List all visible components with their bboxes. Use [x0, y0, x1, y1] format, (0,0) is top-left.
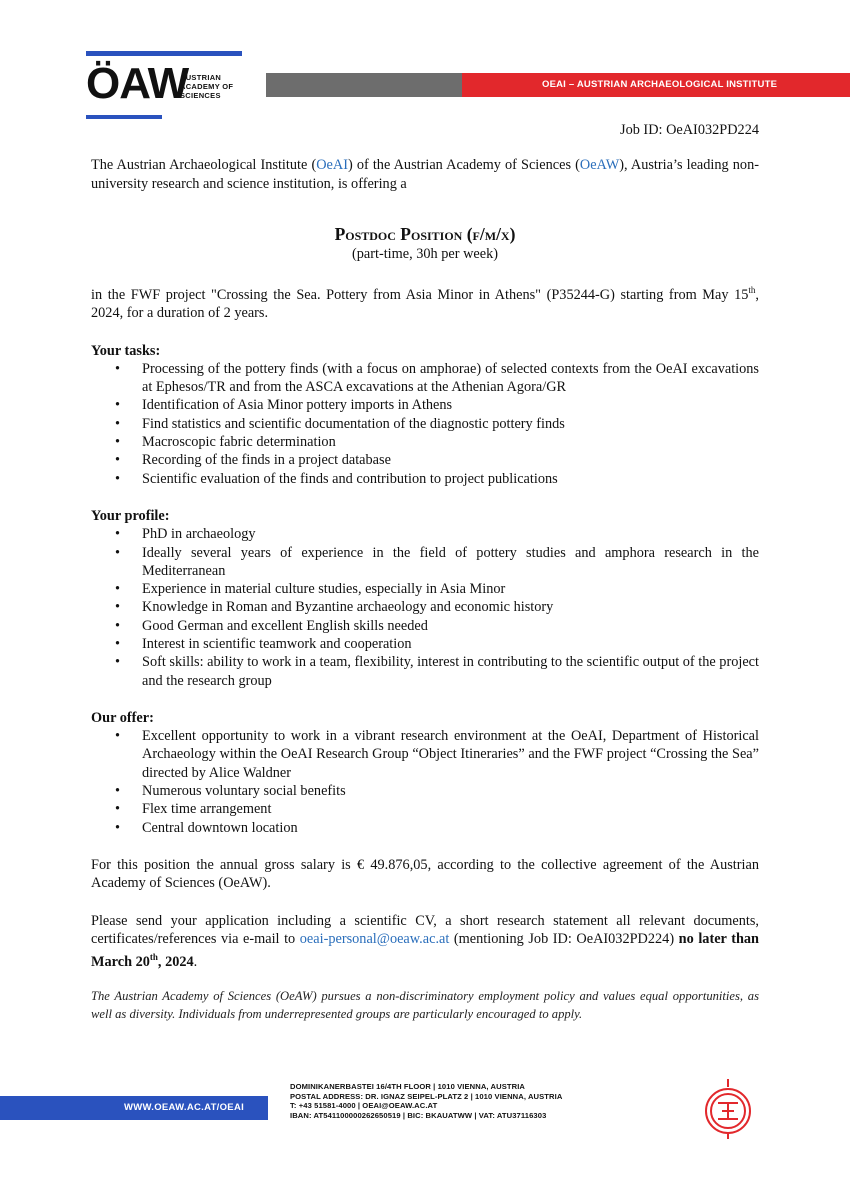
profile-list — [91, 525, 759, 690]
application-text: . — [193, 953, 198, 970]
list-item: • Numerous voluntary social benefits — [91, 782, 759, 800]
list-item: • Identification of Asia Minor pottery imports in Athens — [91, 396, 759, 414]
offer-list — [91, 727, 759, 837]
institute-banner: OEAI – AUSTRIAN ARCHAEOLOGICAL INSTITUTE — [462, 73, 850, 97]
application-paragraph — [91, 912, 759, 972]
oeaw-logo: ÖAW — [86, 59, 189, 108]
intro-text: The Austrian Archaeological Institute ( — [91, 157, 317, 174]
list-item: • Interest in scientific teamwork and cooperation — [91, 635, 759, 653]
footer-address — [290, 1082, 562, 1120]
oeai-link[interactable]: OeAI — [316, 157, 348, 174]
list-item: • Find statistics and scientific documentation of the diagnostic pottery finds — [91, 415, 759, 433]
list-item: • Excellent opportunity to work in a vibrant research environment at the OeAI, Department of Historical Archaeology within the OeAI Research Group “Object Itineraries” and the FWF project “Crossing the Sea” directed by Alice Waldner — [91, 727, 759, 782]
intro-text: ) of the Austrian Academy of Sciences ( — [347, 157, 580, 174]
salary-paragraph: For this position the annual gross salary is € 49.876,05, according to the collective agreement of the Austrian Academy of Sciences (OeAW). — [91, 856, 759, 892]
list-item: • Knowledge in Roman and Byzantine archaeology and economic history — [91, 598, 759, 616]
address-line: IBAN: AT541100000262650519 | BIC: BKAUATWW | VAT: ATU37116303 — [290, 1110, 547, 1120]
position-subtitle: (part-time, 30h per week) — [351, 245, 499, 262]
application-text: (mentioning Job ID: OeAI032PD224) — [449, 930, 679, 947]
list-item: • Macroscopic fabric determination — [91, 433, 759, 451]
logo-subtitle-line: AUSTRIAN — [180, 73, 222, 82]
list-item: • Ideally several years of experience in the field of pottery studies and amphora research in the Mediterranean — [91, 544, 759, 581]
equal-opportunity-notice: The Austrian Academy of Sciences (OeAW) pursues a non-discriminatory employment policy and values equal opportunities, as well as diversity. Individuals from underrepresented groups are particularly encouraged to apply. — [91, 989, 759, 1021]
email-link[interactable]: oeai-personal@oeaw.ac.at — [299, 930, 450, 947]
address-line: POSTAL ADDRESS: DR. IGNAZ SEIPEL-PLATZ 2 | 1010 VIENNA, AUSTRIA — [290, 1091, 563, 1101]
project-paragraph — [91, 281, 759, 322]
deadline-text: no later than March 20 — [91, 930, 760, 970]
intro-paragraph — [91, 156, 759, 193]
position-title: Postdoc Position (f/m/x) — [334, 223, 516, 244]
oeai-seal-icon — [700, 1077, 756, 1141]
oeaw-link[interactable]: OeAW — [579, 157, 620, 174]
address-line: DOMINIKANERBASTEI 16/4TH FLOOR | 1010 VIENNA, AUSTRIA — [290, 1082, 525, 1091]
list-item: • Scientific evaluation of the finds and contribution to project publications — [91, 470, 759, 488]
logo-bottom-bar — [86, 115, 162, 119]
project-text: in the FWF project "Crossing the Sea. Pottery from Asia Minor in Athens" (P35244-G) starting from May 15 — [91, 286, 749, 303]
tasks-list — [91, 360, 759, 488]
deadline-text: , 2024 — [157, 953, 194, 970]
project-sup: th — [748, 285, 756, 296]
offer-heading: Our offer: — [91, 709, 154, 726]
tasks-heading: Your tasks: — [91, 342, 161, 359]
deadline-sup: th — [149, 952, 158, 963]
profile-heading: Your profile: — [91, 507, 170, 524]
header-grey-bar — [266, 73, 462, 97]
application-text: Please send your application including a scientific CV, a short research statement all relevant documents, certificates/references via e-mail to — [91, 912, 759, 947]
list-item: • Good German and excellent English skills needed — [91, 617, 759, 635]
website-link[interactable]: WWW.OEAW.AC.AT/OEAI — [0, 1096, 268, 1120]
intro-text: ), Austria’s leading non-university research and science institution, is offering a — [91, 157, 759, 192]
list-item: • PhD in archaeology — [91, 525, 759, 543]
address-line: T: +43 51581-4000 | OEAI@OEAW.AC.AT — [290, 1101, 438, 1111]
list-item: • Soft skills: ability to work in a team, flexibility, interest in contributing to the scientific output of the project and the research group — [91, 653, 759, 690]
logo-subtitle — [180, 73, 233, 100]
list-item: • Recording of the finds in a project database — [91, 451, 759, 469]
document-body — [91, 121, 759, 1023]
list-item: • Flex time arrangement — [91, 800, 759, 818]
list-item: • Processing of the pottery finds (with a focus on amphorae) of selected contexts from the OeAI excavations at Ephesos/TR and from the ASCA excavations at the Athenian Agora/GR — [91, 360, 759, 397]
list-item: • Central downtown location — [91, 819, 759, 837]
list-item: • Experience in material culture studies, especially in Asia Minor — [91, 580, 759, 598]
logo-subtitle-line: ACADEMY OF — [180, 82, 234, 91]
project-text: , 2024, for a duration of 2 years. — [91, 286, 759, 322]
logo-subtitle-line: SCIENCES — [180, 91, 221, 100]
job-id: Job ID: OeAI032PD224 — [620, 122, 759, 138]
